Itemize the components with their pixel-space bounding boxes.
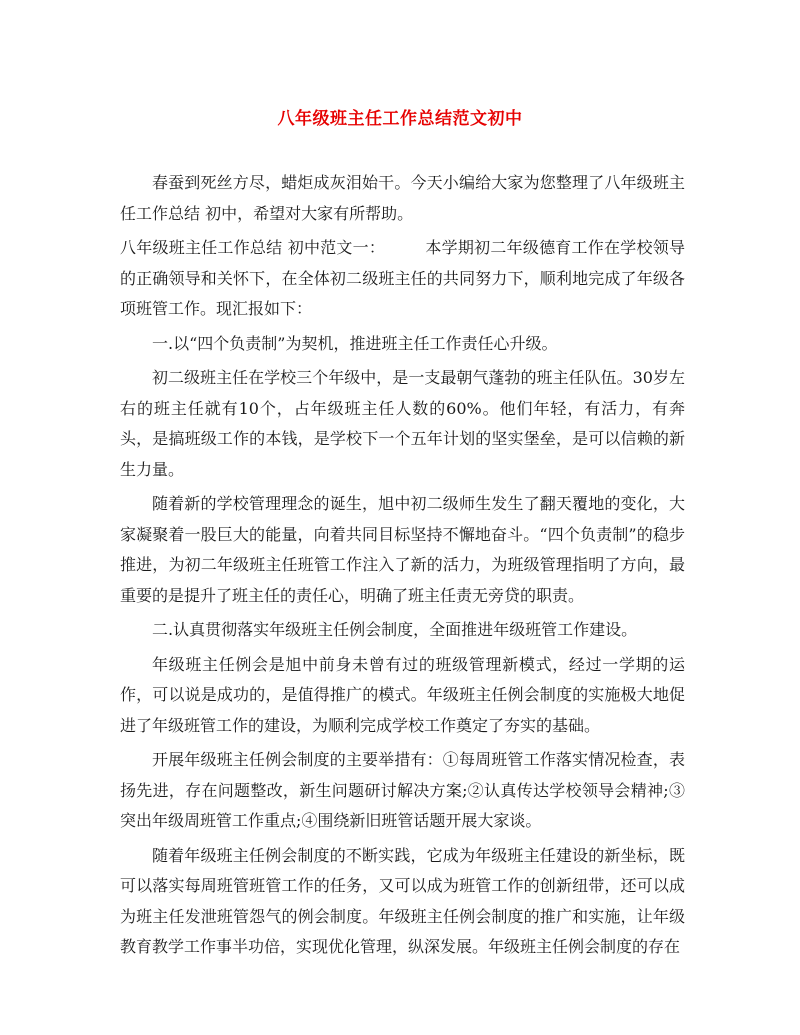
paragraph-essay-one (120, 233, 685, 325)
section-heading-one: 一.以“四个负责制”为契机，推进班主任工作责任心升级。 (152, 333, 558, 353)
paragraph: 随着新的学校管理理念的诞生，旭中初二级师生发生了翻天覆地的变化，大家凝聚着一股巨大的能量，向着共同目标坚持不懈地奋斗。“四个负责制”的稳步推进，为初二年级班主任班管工作注入了新的活力，为班级管理指明了方向，最重要的是提升了班主任的责任心，明确了班主任责无旁贷的职责。 (120, 494, 685, 605)
paragraph: 随着年级班主任例会制度的不断实践，它成为年级班主任建设的新坐标，既可以落实每周班管班管工作的任务，又可以成为班管工作的创新纽带，还可以成为班主任发泄班管怨气的例会制度。年级班主任例会制度的推广和实施，让年级教育教学工作事半功倍，实现优化管理，纵深发展。年级班主任例会制度的存在 (120, 845, 685, 956)
document-body (120, 168, 685, 967)
paragraph-intro: 春蚕到死丝方尽，蜡炬成灰泪始干。今天小编给大家为您整理了八年级班主任工作总结 初中，希望对大家有所帮助。 (120, 173, 685, 223)
paragraph: 初二级班主任在学校三个年级中，是一支最朝气蓬勃的班主任队伍。30岁左右的班主任就有10个，占年级班主任人数的60%。他们年轻，有活力，有奔头，是搞班级工作的本钱，是学校下一个五年计划的坚实堡垒，是可以信赖的新生力量。 (120, 368, 685, 479)
document-title: 八年级班主任工作总结范文初中 (277, 109, 523, 129)
paragraph-lead: 八年级班主任工作总结 初中范文一： (120, 238, 386, 257)
paragraph: 年级班主任例会是旭中前身未曾有过的班级管理新模式，经过一学期的运作，可以说是成功的，是值得推广的模式。年级班主任例会制度的实施极大地促进了年级班管工作的建设，为顺利完成学校工作奠定了夯实的基础。 (120, 654, 685, 735)
paragraph: 开展年级班主任例会制度的主要举措有：①每周班管工作落实情况检查，表扬先进，存在问题整改，新生问题研讨解决方案;②认真传达学校领导会精神;③突出年级周班管工作重点;④围绕新旧班管话题开展大家谈。 (120, 750, 685, 830)
section-heading-two: 二.认真贯彻落实年级班主任例会制度，全面推进年级班管工作建设。 (152, 620, 638, 639)
paragraph-lead-text: 本学期初二年级德育工作在学校领导的正确领导和关怀下，在全体初二级班主任的共同努力下，顺利地完成了年级各项班管工作。现汇报如下： (120, 238, 685, 318)
